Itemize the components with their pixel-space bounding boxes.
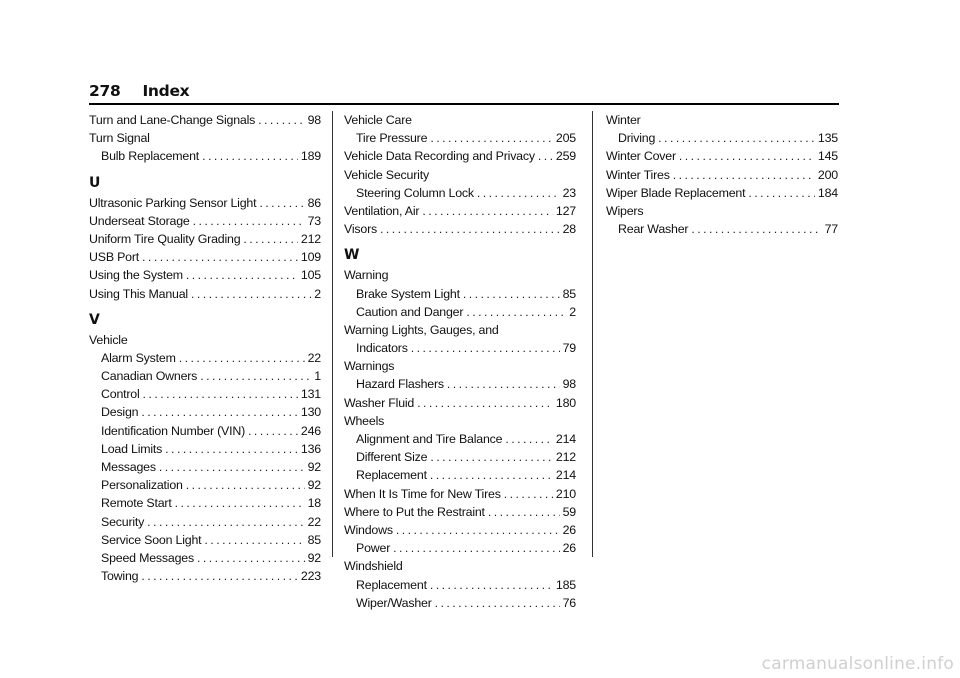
index-subentry [89,458,321,476]
entry-page-number: 130 [300,405,321,420]
entry-label: Driving [618,131,656,146]
index-entry [344,394,576,412]
entry-label: Replacement [356,577,427,592]
index-heading: Vehicle [89,332,128,347]
entry-page-number: 85 [307,532,321,547]
index-subentry [344,339,576,357]
entry-page-number: 28 [562,222,576,237]
entry-page-number: 92 [307,478,321,493]
index-entry [344,220,576,238]
dot-leader [175,494,305,512]
column-divider [332,111,333,557]
entry-label: Using This Manual [89,286,188,301]
entry-page-number: 2 [314,286,321,301]
dot-leader [505,430,553,448]
index-subentry [344,375,576,393]
index-subentry [89,367,321,385]
entry-page-number: 185 [555,577,576,592]
entry-page-number: 26 [562,522,576,537]
dot-leader [380,220,560,238]
entry-label: Wiper/Washer [356,595,432,610]
dot-leader [658,129,815,147]
entry-label: Canadian Owners [101,369,198,384]
entry-page-number: 189 [300,149,321,164]
entry-label: Vehicle Data Recording and Privacy [344,149,535,164]
dot-leader [488,503,560,521]
index-entry [89,230,321,248]
entry-label: When It Is Time for New Tires [344,486,501,501]
dot-leader [248,422,298,440]
watermark: carmanualsonline.info [761,654,954,674]
index-subentry [89,349,321,367]
index-heading: Wipers [606,203,644,218]
entry-label: Personalization [101,478,183,493]
index-entry [344,147,576,165]
entry-label: Messages [101,460,156,474]
index-subentry [344,594,576,612]
entry-label: Rear Washer [618,222,689,237]
index-subentry [89,549,321,567]
index-entry [89,194,321,212]
entry-page-number: 214 [555,468,576,483]
entry-label: Steering Column Lock [356,185,474,200]
index-heading: Warnings [344,359,395,374]
entry-label: Alignment and Tire Balance [356,432,503,446]
dot-leader [411,339,560,357]
entry-page-number: 86 [307,195,321,210]
index-heading: Warning Lights, Gauges, and [344,322,499,337]
dot-leader [141,403,298,421]
index-subentry [606,129,838,147]
entry-page-number: 92 [307,550,321,565]
entry-label: Replacement [356,468,427,483]
index-subentry [89,567,321,585]
entry-label: Different Size [356,450,428,465]
dot-leader [466,303,566,321]
index-entry [606,147,838,165]
index-subentry [606,220,838,238]
section-title: Index [142,82,190,100]
index-column-1 [89,111,321,585]
index-subentry [344,576,576,594]
dot-leader [691,220,821,238]
dot-leader [200,367,311,385]
dot-leader [504,485,553,503]
entry-page-number: 105 [300,268,321,283]
entry-page-number: 205 [555,131,576,146]
entry-page-number: 22 [307,514,321,529]
entry-page-number: 212 [555,450,576,465]
dot-leader [463,285,560,303]
dot-leader [243,230,298,248]
index-entry [89,266,321,284]
entry-page-number: 98 [562,377,576,392]
dot-leader [430,129,553,147]
entry-page-number: 77 [824,222,838,237]
entry-label: Ultrasonic Parking Sensor Light [89,195,257,210]
index-column-3 [606,111,838,238]
entry-page-number: 127 [555,203,576,218]
entry-page-number: 79 [562,341,576,356]
index-subentry [344,448,576,466]
entry-label: Using the System [89,268,183,283]
entry-label: Winter Cover [606,149,676,164]
entry-page-number: 73 [307,213,321,228]
index-subentry [344,303,576,321]
index-entry [89,248,321,266]
entry-label: Visors [344,222,378,237]
dot-leader [202,147,298,165]
entry-label: Power [356,541,391,556]
index-entry [606,166,838,184]
entry-page-number: 180 [555,395,576,410]
dot-leader [679,147,815,165]
entry-page-number: 18 [307,496,321,511]
entry-page-number: 76 [562,595,576,610]
column-divider [592,111,593,557]
index-letter-heading: W [344,247,360,264]
entry-page-number: 210 [555,486,576,501]
entry-page-number: 184 [817,185,838,200]
entry-page-number: 135 [817,131,838,146]
index-entry [344,202,576,220]
index-heading: Wheels [344,413,385,428]
entry-page-number: 212 [300,231,321,246]
index-subentry [89,403,321,421]
index-entry [344,485,576,503]
index-entry [344,503,576,521]
entry-label: Bulb Replacement [101,149,200,164]
index-subentry [89,422,321,440]
dot-leader [673,166,815,184]
entry-page-number: 109 [300,250,321,265]
dot-leader [186,476,305,494]
index-subentry [344,539,576,557]
entry-label: Towing [101,569,139,584]
entry-page-number: 1 [314,369,321,384]
entry-page-number: 214 [555,432,576,446]
entry-label: Design [101,405,139,420]
entry-label: Load Limits [101,441,163,456]
dot-leader [159,458,305,476]
dot-leader [258,111,304,129]
index-subentry [89,476,321,494]
dot-leader [259,194,304,212]
entry-label: Ventilation, Air [344,203,420,218]
entry-label: Caution and Danger [356,304,464,319]
index-heading: Windshield [344,559,403,574]
index-heading: Winter [606,113,641,127]
index-subentry [344,129,576,147]
entry-page-number: 92 [307,460,321,474]
entry-page-number: 200 [817,167,838,182]
entry-label: Control [101,387,140,402]
entry-label: Remote Start [101,496,172,511]
index-subentry [89,494,321,512]
index-letter-heading: U [89,174,101,191]
entry-label: Uniform Tire Quality Grading [89,231,241,246]
index-heading: Turn Signal [89,131,150,146]
entry-label: Turn and Lane-Change Signals [89,113,256,127]
entry-label: Service Soon Light [101,532,202,547]
dot-leader [191,285,311,303]
dot-leader [422,202,553,220]
entry-page-number: 223 [300,569,321,584]
index-subentry [89,147,321,165]
dot-leader [396,521,560,539]
entry-page-number: 246 [300,423,321,438]
entry-page-number: 59 [562,504,576,519]
entry-label: Tire Pressure [356,131,428,146]
index-heading: Vehicle Security [344,167,429,182]
index-subentry [89,531,321,549]
index-heading: Warning [344,268,389,283]
entry-label: Speed Messages [101,550,194,565]
index-entry [89,285,321,303]
dot-leader [186,266,298,284]
dot-leader [193,212,305,230]
entry-page-number: 26 [562,541,576,556]
index-subentry [344,466,576,484]
index-entry [89,111,321,129]
entry-page-number: 85 [562,286,576,301]
entry-label: Alarm System [101,350,176,365]
entry-label: Winter Tires [606,167,670,182]
index-subentry [89,385,321,403]
index-letter-heading: V [89,311,100,328]
entry-label: Wiper Blade Replacement [606,185,746,200]
dot-leader [417,394,553,412]
entry-label: Hazard Flashers [356,377,444,392]
dot-leader [430,448,553,466]
index-subentry [89,440,321,458]
index-subentry [344,430,576,448]
dot-leader [538,147,553,165]
dot-leader [447,375,560,393]
entry-page-number: 22 [307,350,321,365]
dot-leader [197,549,305,567]
dot-leader [430,576,553,594]
header-divider [89,103,839,105]
entry-label: Security [101,514,145,529]
index-column-2 [344,111,576,612]
dot-leader [435,594,560,612]
entry-page-number: 136 [300,441,321,456]
index-entry [606,184,838,202]
entry-label: USB Port [89,250,140,265]
entry-page-number: 23 [562,185,576,200]
entry-label: Underseat Storage [89,213,190,228]
entry-page-number: 2 [569,304,576,319]
entry-label: Indicators [356,341,408,356]
index-subentry [344,285,576,303]
entry-page-number: 259 [555,149,576,164]
index-subentry [89,513,321,531]
dot-leader [147,513,304,531]
dot-leader [142,248,298,266]
index-entry [344,521,576,539]
entry-label: Washer Fluid [344,395,415,410]
dot-leader [430,466,553,484]
dot-leader [393,539,559,557]
page-header [89,82,839,100]
index-heading: Vehicle Care [344,113,412,127]
dot-leader [748,184,815,202]
entry-label: Identification Number (VIN) [101,423,246,438]
entry-page-number: 98 [307,113,321,127]
entry-page-number: 131 [300,387,321,402]
dot-leader [477,184,560,202]
dot-leader [165,440,298,458]
entry-label: Windows [344,522,393,537]
entry-page-number: 145 [817,149,838,164]
page-number: 278 [89,82,121,100]
dot-leader [179,349,305,367]
index-entry [89,212,321,230]
dot-leader [204,531,304,549]
entry-label: Brake System Light [356,286,460,301]
dot-leader [143,385,298,403]
dot-leader [141,567,298,585]
entry-label: Where to Put the Restraint [344,504,485,519]
index-subentry [344,184,576,202]
